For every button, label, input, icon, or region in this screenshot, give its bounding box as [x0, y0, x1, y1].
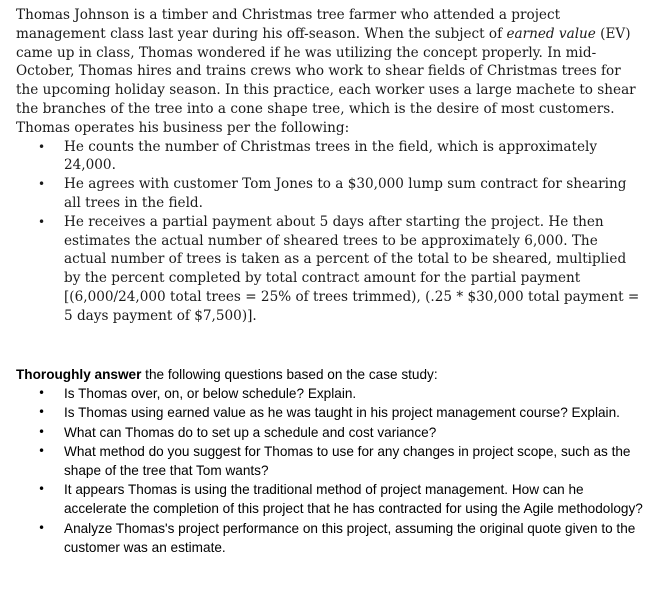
earned-value-term: earned value: [506, 25, 596, 42]
case-bullet-partial-payment: • He receives a partial payment about 5 days after starting the project. He then estimates the actual number of sheared trees to be approximately 6,000. The actual number of trees is taken as a percent of the total to be sheared, multiplied by the percent completed by total contract amount for the partial payment [(6,000/24,000 total trees = 25% of trees trimmed), (.25 * $30,000 total payment = 5 days payment of $7,500)].: [16, 213, 644, 326]
case-study-bullets: [16, 138, 644, 326]
questions-intro: [16, 365, 644, 384]
question-item: • Analyze Thomas's project performance on this project, assuming the original quote given to the customer was an estimate.: [16, 519, 644, 557]
question-item: • It appears Thomas is using the traditional method of project management. How can he accelerate the completion of this project that he has contracted for using the Agile methodology?: [16, 480, 644, 518]
question-item: • Is Thomas using earned value as he was taught in his project management course? Explain.: [16, 403, 644, 422]
intro-text-end: (EV) came up in class, Thomas wondered if he was utilizing the concept properly. In mid-October, Thomas hires and trains crews who work to shear fields of Christmas trees for the upcoming holiday season. In this practice, each worker uses a large machete to shear the branches of the tree into a cone shape tree, which is the desire of most customers. Thomas operates his business per the following:: [16, 25, 636, 136]
case-study-section: [16, 6, 644, 326]
case-bullet-contract: • He agrees with customer Tom Jones to a $30,000 lump sum contract for shearing all trees in the field.: [16, 175, 644, 213]
questions-intro-text: the following questions based on the case study:: [141, 367, 438, 382]
case-study-intro: [16, 6, 644, 138]
question-item: • What can Thomas do to set up a schedule and cost variance?: [16, 423, 644, 442]
question-item: • What method do you suggest for Thomas to use for any changes in project scope, such as the shape of the tree that Tom wants?: [16, 442, 644, 480]
questions-list: [16, 384, 644, 557]
case-bullet-tree-count: • He counts the number of Christmas trees in the field, which is approximately 24,000.: [16, 138, 644, 176]
intro-text-start: Thomas Johnson is a timber and Christmas tree farmer who attended a project management class last year during his off-season. When the subject of: [16, 7, 561, 42]
questions-section: [16, 365, 644, 557]
question-item: • Is Thomas over, on, or below schedule? Explain.: [16, 384, 644, 403]
questions-intro-bold: Thoroughly answer: [16, 367, 142, 382]
